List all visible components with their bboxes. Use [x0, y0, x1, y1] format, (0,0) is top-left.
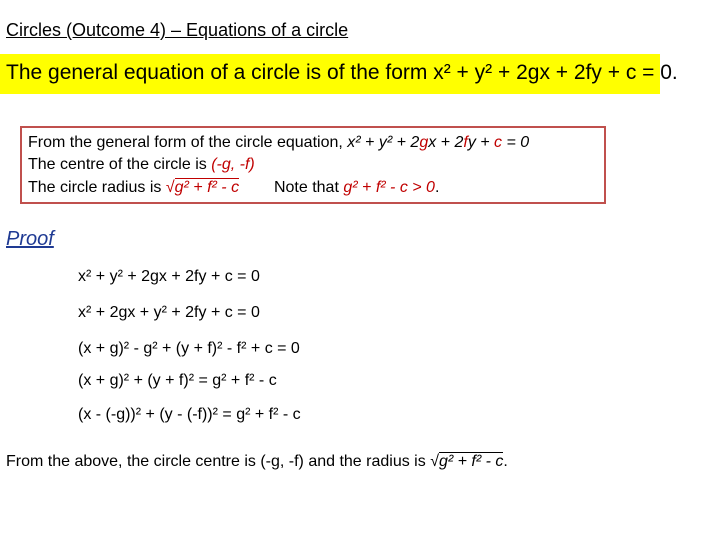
radius-expression — [166, 178, 239, 197]
definition-line-3 — [28, 178, 439, 197]
eq-part: x² + y² + 2 — [347, 134, 420, 151]
proof-step: (x - (-g))² + (y - (-f))² = g² + f² - c — [78, 406, 301, 423]
conclusion-text: From the above, the circle centre is (-g, -f) and the radius is — [6, 453, 426, 470]
proof-heading: Proof — [6, 228, 54, 250]
sqrt-symbol: √ — [430, 453, 439, 470]
conclusion-end: . — [503, 453, 508, 470]
conclusion-radicand: g² + f² - c — [438, 453, 504, 470]
definition-line-2 — [28, 156, 255, 174]
proof-step: x² + 2gx + y² + 2fy + c = 0 — [78, 304, 260, 321]
line2-prefix: The centre of the circle is — [28, 156, 207, 173]
conclusion — [6, 452, 508, 471]
radius-radicand: g² + f² - c — [174, 179, 240, 196]
eq-g: g — [419, 134, 429, 151]
note-prefix: Note that — [273, 179, 339, 196]
note-condition: g² + f² - c > 0 — [343, 179, 435, 196]
definition-line-1 — [28, 134, 529, 152]
note-end: . — [434, 179, 440, 196]
page-title: Circles (Outcome 4) – Equations of a circle — [6, 20, 349, 40]
proof-step: (x + g)² + (y + f)² = g² + f² - c — [78, 372, 277, 389]
eq-part: = 0 — [502, 134, 530, 151]
general-equation — [347, 134, 529, 151]
line1-prefix: From the general form of the circle equation, — [28, 134, 343, 151]
general-equation-statement: The general equation of a circle is of the form x² + y² + 2gx + 2fy + c = 0. — [6, 61, 678, 84]
eq-f: f — [463, 134, 468, 151]
line3-prefix: The circle radius is — [28, 179, 162, 196]
conclusion-radius — [430, 452, 503, 471]
eq-c: c — [494, 134, 503, 151]
centre-expression: (-g, -f) — [211, 156, 255, 173]
sqrt-symbol: √ — [165, 179, 175, 196]
proof-step: x² + y² + 2gx + 2fy + c = 0 — [78, 268, 260, 285]
proof-step: (x + g)² - g² + (y + f)² - f² + c = 0 — [78, 340, 300, 357]
eq-part: x + 2 — [428, 134, 464, 151]
eq-part: y + — [467, 134, 495, 151]
